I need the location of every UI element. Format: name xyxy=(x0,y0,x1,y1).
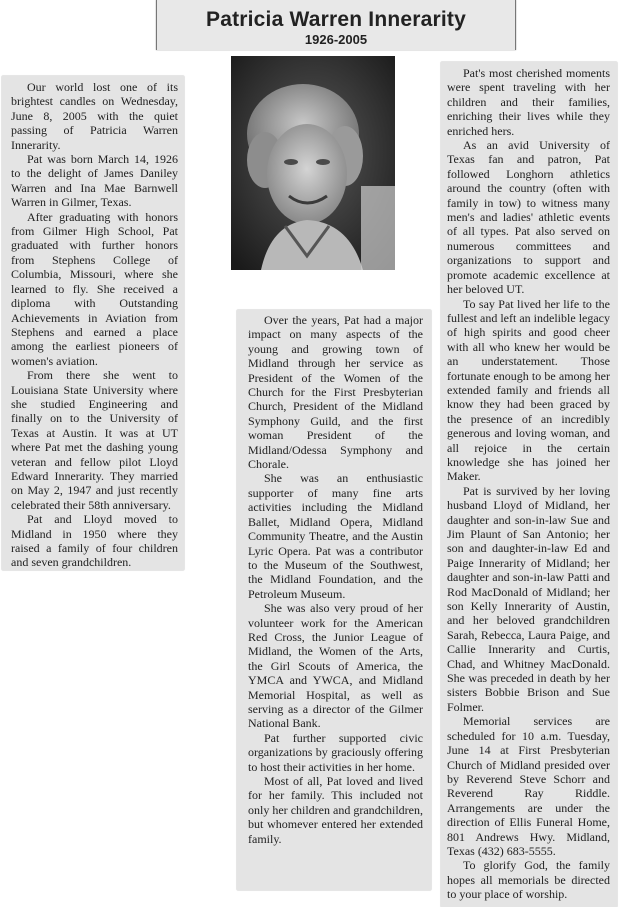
headline-title: Patricia Warren Innerarity xyxy=(205,8,467,31)
paragraph: Over the years, Pat had a major impact on many aspects of the young and growing town of Midland through her service as President of the Women of the Church for the First Presbyterian Church, President of the Midland Symphony Guild, and the first woman President of the Midland/Odessa Symphony and Chorale. xyxy=(248,313,423,472)
paragraph: She was also very proud of her volunteer work for the American Red Cross, the Junior League of Midland, the Women of the Arts, the Girl Scouts of America, the YMCA and YWCA, and Midland Memorial Hospital, as well as serving as a director of the Gilmer National Bank. xyxy=(248,601,423,731)
obituary-column-1 xyxy=(2,76,184,570)
paragraph: Memorial services are scheduled for 10 a.m. Tuesday, June 14 at First Presbyterian Church of Midland presided over by Reverend Steve Schorr and Reverend Ray Riddle. Arrangements are under the direction of Ellis Funeral Home, 801 Andrews Hwy. Midland, Texas (432) 683-5555. xyxy=(447,714,610,858)
paragraph: She was an enthusiastic supporter of many fine arts activities including the Midland Ballet, Midland Opera, Midland Community Theatre, and the Austin Lyric Opera. Pat was a contributor to the Museum of the Southwest, the Midland Foundation, and the Petroleum Museum. xyxy=(248,471,423,601)
headline-years: 1926-2005 xyxy=(304,32,368,47)
portrait-photo-image xyxy=(231,56,395,270)
paragraph: To glorify God, the family hopes all memorials be directed to your place of worship. xyxy=(447,858,610,902)
obituary-column-2 xyxy=(237,310,431,890)
headline-clipping xyxy=(156,0,516,50)
paragraph: Pat's most cherished moments were spent traveling with her children and their families, enriching their lives while they enriched hers. xyxy=(447,66,610,138)
paragraph: Pat and Lloyd moved to Midland in 1950 where they raised a family of four children and seven grandchildren. xyxy=(11,512,178,570)
paragraph: From there she went to Louisiana State University where she studied Engineering and finally on to the University of Texas at Austin. It was at UT where Pat met the dashing young veteran and fellow pilot Lloyd Edward Innerarity. They married on May 2, 1947 and just recently celebrated their 58th anniversary. xyxy=(11,368,178,512)
paragraph: Pat was born March 14, 1926 to the delight of James Daniley Warren and Ina Mae Barnwell Warren in Gilmer, Texas. xyxy=(11,152,178,210)
paragraph: Pat is survived by her loving husband Lloyd of Midland, her daughter and son-in-law Sue and Jim Plaunt of San Antonio; her son and daughter-in-law Ed and Paige Innerarity of Midland; her daughter and son-in-law Patti and Rod MacDonald of Midland; her son Kelly Innerarity of Austin, and her beloved grandchildren Sarah, Rebecca, Laura Paige, and Callie Innerarity and Curtis, Chad, and Whitney MacDonald. She was preceded in death by her sisters Bobbie Brison and Sue Folmer. xyxy=(447,483,610,714)
paragraph: To say Pat lived her life to the fullest and left an indelible legacy of high spirits and good cheer with all who knew her would be an understatement. Those fortunate enough to be among her extended family and friends all know they had been graced by the presence of an incredibly generous and loving woman, and all rejoice in the certain knowledge she has joined her Maker. xyxy=(447,296,610,484)
paragraph: Our world lost one of its brightest candles on Wednesday, June 8, 2005 with the quiet passing of Patricia Warren Innerarity. xyxy=(11,80,178,152)
obituary-column-3 xyxy=(441,62,617,907)
paragraph: As an avid University of Texas fan and patron, Pat followed Longhorn athletics around the country (often with family in tow) to witness many men's and ladies' athletic events of all types. Pat also served on numerous committees and organizations to support and promote academic excellence at her beloved UT. xyxy=(447,138,610,297)
paragraph: Most of all, Pat loved and lived for her family. This included not only her children and grandchildren, but whomever entered her extended family. xyxy=(248,774,423,846)
portrait-photo xyxy=(231,56,395,270)
paragraph: Pat further supported civic organizations by graciously offering to host their activities in her home. xyxy=(248,730,423,774)
paragraph: After graduating with honors from Gilmer High School, Pat graduated with further honors from Stephens College of Columbia, Missouri, where she learned to fly. She received a diploma with Outstanding Achievements in Aviation from Stephens and earned a place among the earliest pioneers of women's aviation. xyxy=(11,209,178,368)
